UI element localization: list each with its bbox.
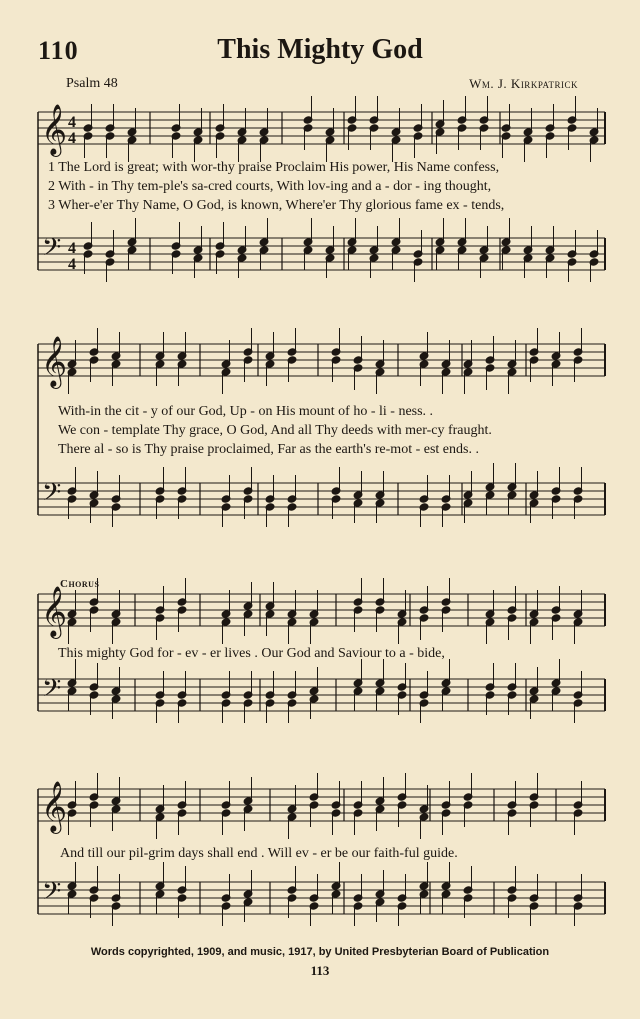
hymn-number: 110 [38,36,79,65]
chorus-label: Chorus [60,578,100,590]
lyric-line: 1 The Lord is great; with wor-thy praise Proclaim His power, His Name confess, [48,160,500,175]
copyright-footer: Words copyrighted, 1909, and music, 1917, by United Presbyterian Board of Publication [90,946,550,958]
lyric-line: 3 Wher-e'er Thy Name, O God, is known, Where'er Thy glorious fame ex - tends, [48,198,505,213]
page-number: 113 [310,963,330,978]
hymn-title: This Mighty God [217,34,423,65]
bass-clef: 𝄢 [42,478,62,513]
lyric-line: We con - template Thy grace, O God, And all Thy deeds with mer-cy fraught. [58,423,492,438]
treble-clef: 𝄞 [41,336,68,387]
time-signature: 4 [68,114,76,131]
scripture-reference: Psalm 48 [66,76,118,91]
bass-clef: 𝄢 [42,674,62,709]
bass-clef: 𝄢 [42,877,62,912]
bass-clef: 𝄢 [42,233,62,268]
time-signature: 4 [68,256,76,273]
lyric-line: This mighty God for - ev - er lives . Our God and Saviour to a - bide, [58,646,445,661]
treble-clef: 𝄞 [41,104,68,155]
time-signature: 4 [68,240,76,257]
time-signature: 4 [68,130,76,147]
lyric-line: There al - so is Thy praise proclaimed, Far as the earth's re-mot - est ends. . [58,442,479,457]
lyric-line: 2 With - in Thy tem-ple's sa-cred courts, With lov-ing and a - dor - ing thought, [48,179,492,194]
treble-clef: 𝄞 [41,781,68,832]
lyric-line: And till our pil-grim days shall end . Will ev - er be our faith-ful guide. [60,846,458,861]
lyric-line: With-in the cit - y of our God, Up - on His mount of ho - li - ness. . [58,404,434,419]
treble-clef: 𝄞 [41,586,68,637]
composer-credit: Wm. J. Kirkpatrick [469,76,578,91]
